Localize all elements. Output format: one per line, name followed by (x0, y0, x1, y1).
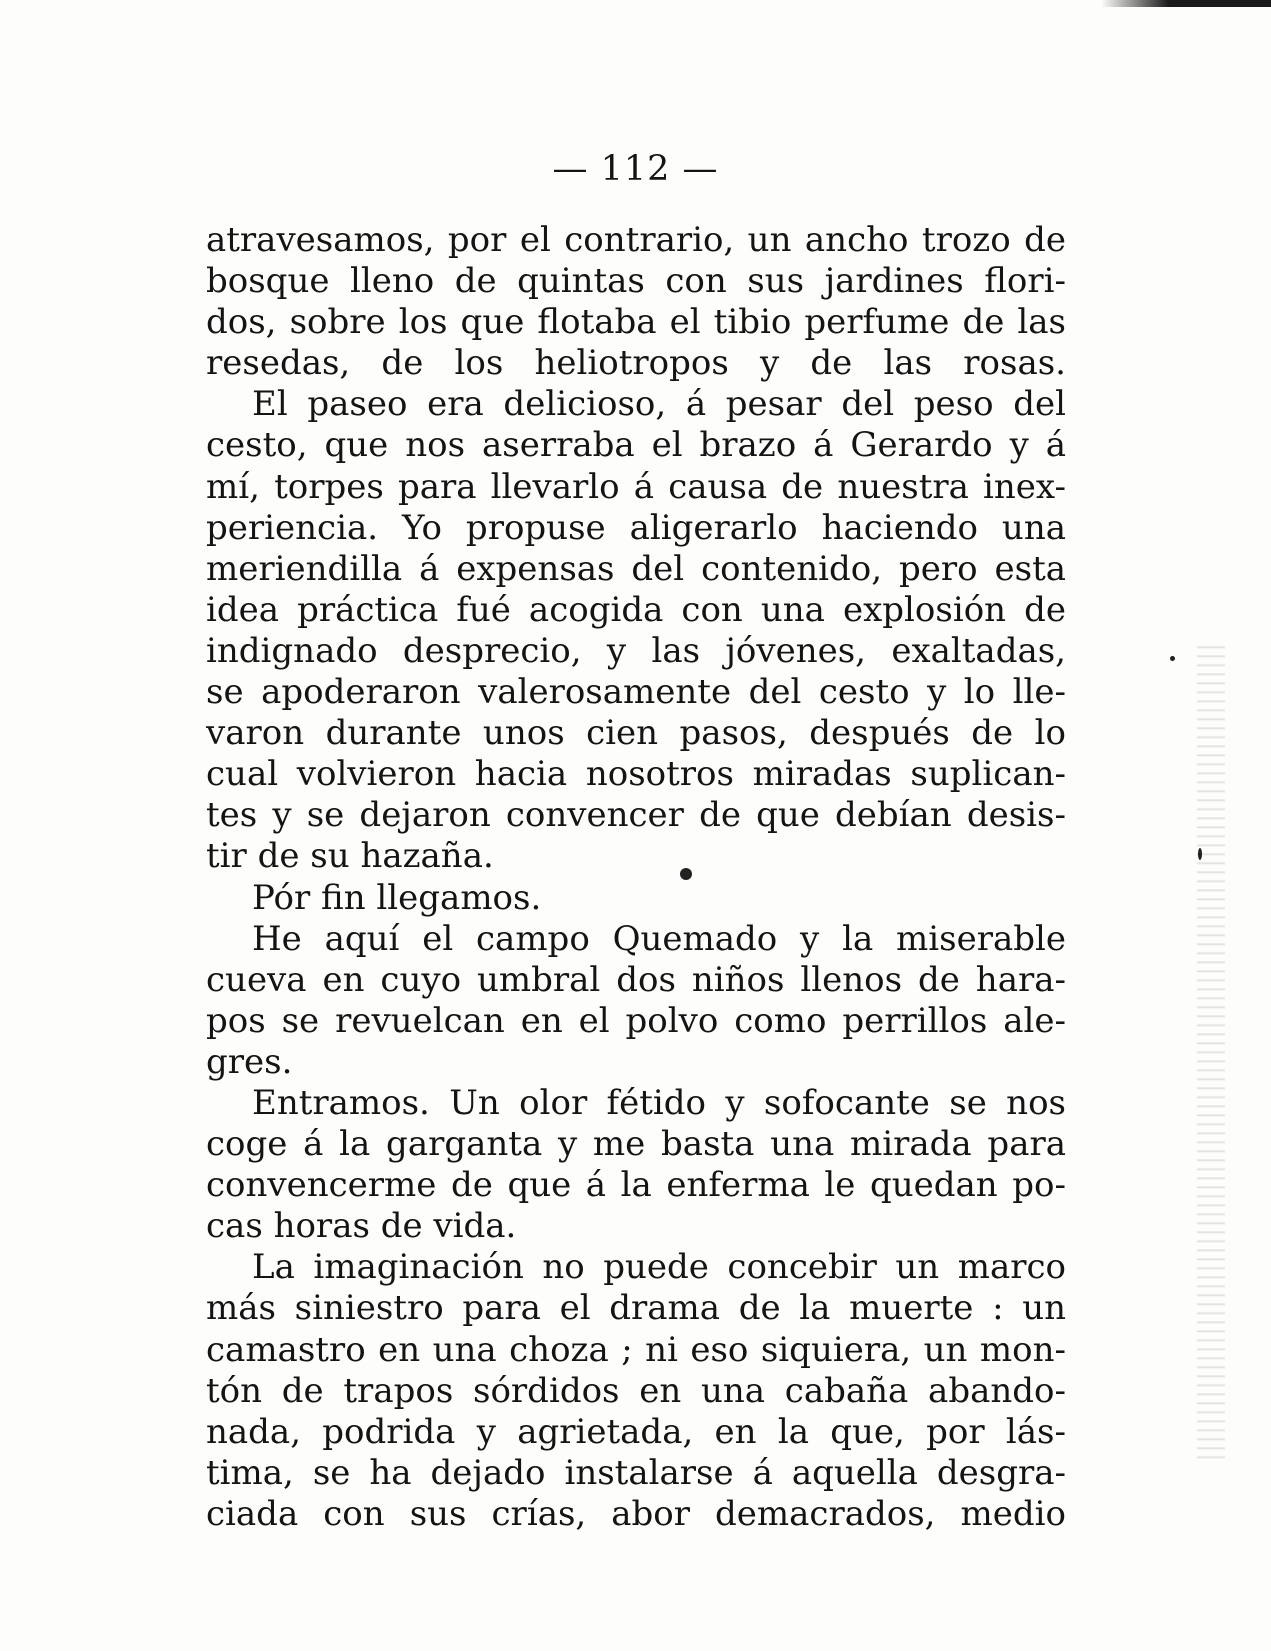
ink-speck (1198, 848, 1202, 860)
text-line: coge á la garganta y me basta una mirada para (206, 1124, 1066, 1165)
text-line: idea práctica fué acogida con una explosión de (206, 589, 1066, 630)
text-line: se apoderaron valerosamente del cesto y lo lle- (206, 672, 1066, 713)
text-line: cual volvieron hacia nosotros miradas suplican- (206, 754, 1066, 795)
text-line: La imaginación no puede concebir un marco (252, 1247, 1066, 1288)
text-line: bosque lleno de quintas con sus jardines flori- (206, 261, 1066, 302)
paragraph (206, 1247, 1066, 1535)
text-line: resedas, de los heliotropos y de las rosas. (206, 343, 1066, 384)
paragraph (206, 919, 1066, 1083)
text-line: tes y se dejaron convencer de que debían desis- (206, 795, 1066, 836)
text-line: atravesamos, por el contrario, un ancho trozo de (206, 220, 1066, 260)
text-line: ciada con sus crías, abor demacrados, medio (206, 1493, 1066, 1534)
text-line: pos se revuelcan en el polvo como perrillos ale- (206, 1000, 1066, 1041)
scan-edge-shadow (1101, 0, 1271, 7)
text-line: tir de su hazaña. (206, 836, 494, 877)
text-line: dos, sobre los que flotaba el tibio perfume de las (206, 302, 1066, 343)
text-line: He aquí el campo Quemado y la miserable (252, 918, 1066, 959)
text-line: cueva en cuyo umbral dos niños llenos de hara- (206, 959, 1066, 1000)
text-line: más siniestro para el drama de la muerte : un (206, 1288, 1066, 1329)
text-line: cas horas de vida. (206, 1206, 517, 1247)
text-line: meriendilla á expensas del contenido, pero esta (206, 548, 1066, 589)
text-line: convencerme de que á la enferma le quedan po- (206, 1165, 1066, 1206)
text-line: varon durante unos cien pasos, después de lo (206, 713, 1066, 754)
scan-bleed-through (1197, 640, 1225, 1460)
text-line: El paseo era delicioso, á pesar del peso del (252, 384, 1066, 425)
text-line: gres. (206, 1041, 293, 1082)
paragraph (206, 878, 1066, 919)
text-line: Pór fin llegamos. (252, 877, 542, 918)
paragraph (206, 1083, 1066, 1247)
ink-speck (1170, 656, 1175, 661)
text-line: nada, podrida y agrietada, en la que, por lás- (206, 1411, 1066, 1452)
page-number: — 112 — (552, 149, 719, 189)
text-line: Entramos. Un olor fétido y sofocante se nos (252, 1082, 1066, 1123)
body-text (206, 220, 1066, 1535)
text-line: indignado desprecio, y las jóvenes, exaltadas, (206, 630, 1066, 671)
text-line: tima, se ha dejado instalarse á aquella desgra- (206, 1452, 1066, 1493)
text-line: tón de trapos sórdidos en una cabaña abando- (206, 1370, 1066, 1411)
paragraph (206, 220, 1066, 384)
paragraph (206, 384, 1066, 877)
text-line: camastro en una choza ; ni eso siquiera, un mon- (206, 1329, 1066, 1370)
text-line: periencia. Yo propuse aligerarlo haciendo una (206, 507, 1066, 548)
text-line: mí, torpes para llevarlo á causa de nuestra inex- (206, 466, 1066, 507)
text-line: cesto, que nos aserraba el brazo á Gerardo y á (206, 425, 1066, 466)
